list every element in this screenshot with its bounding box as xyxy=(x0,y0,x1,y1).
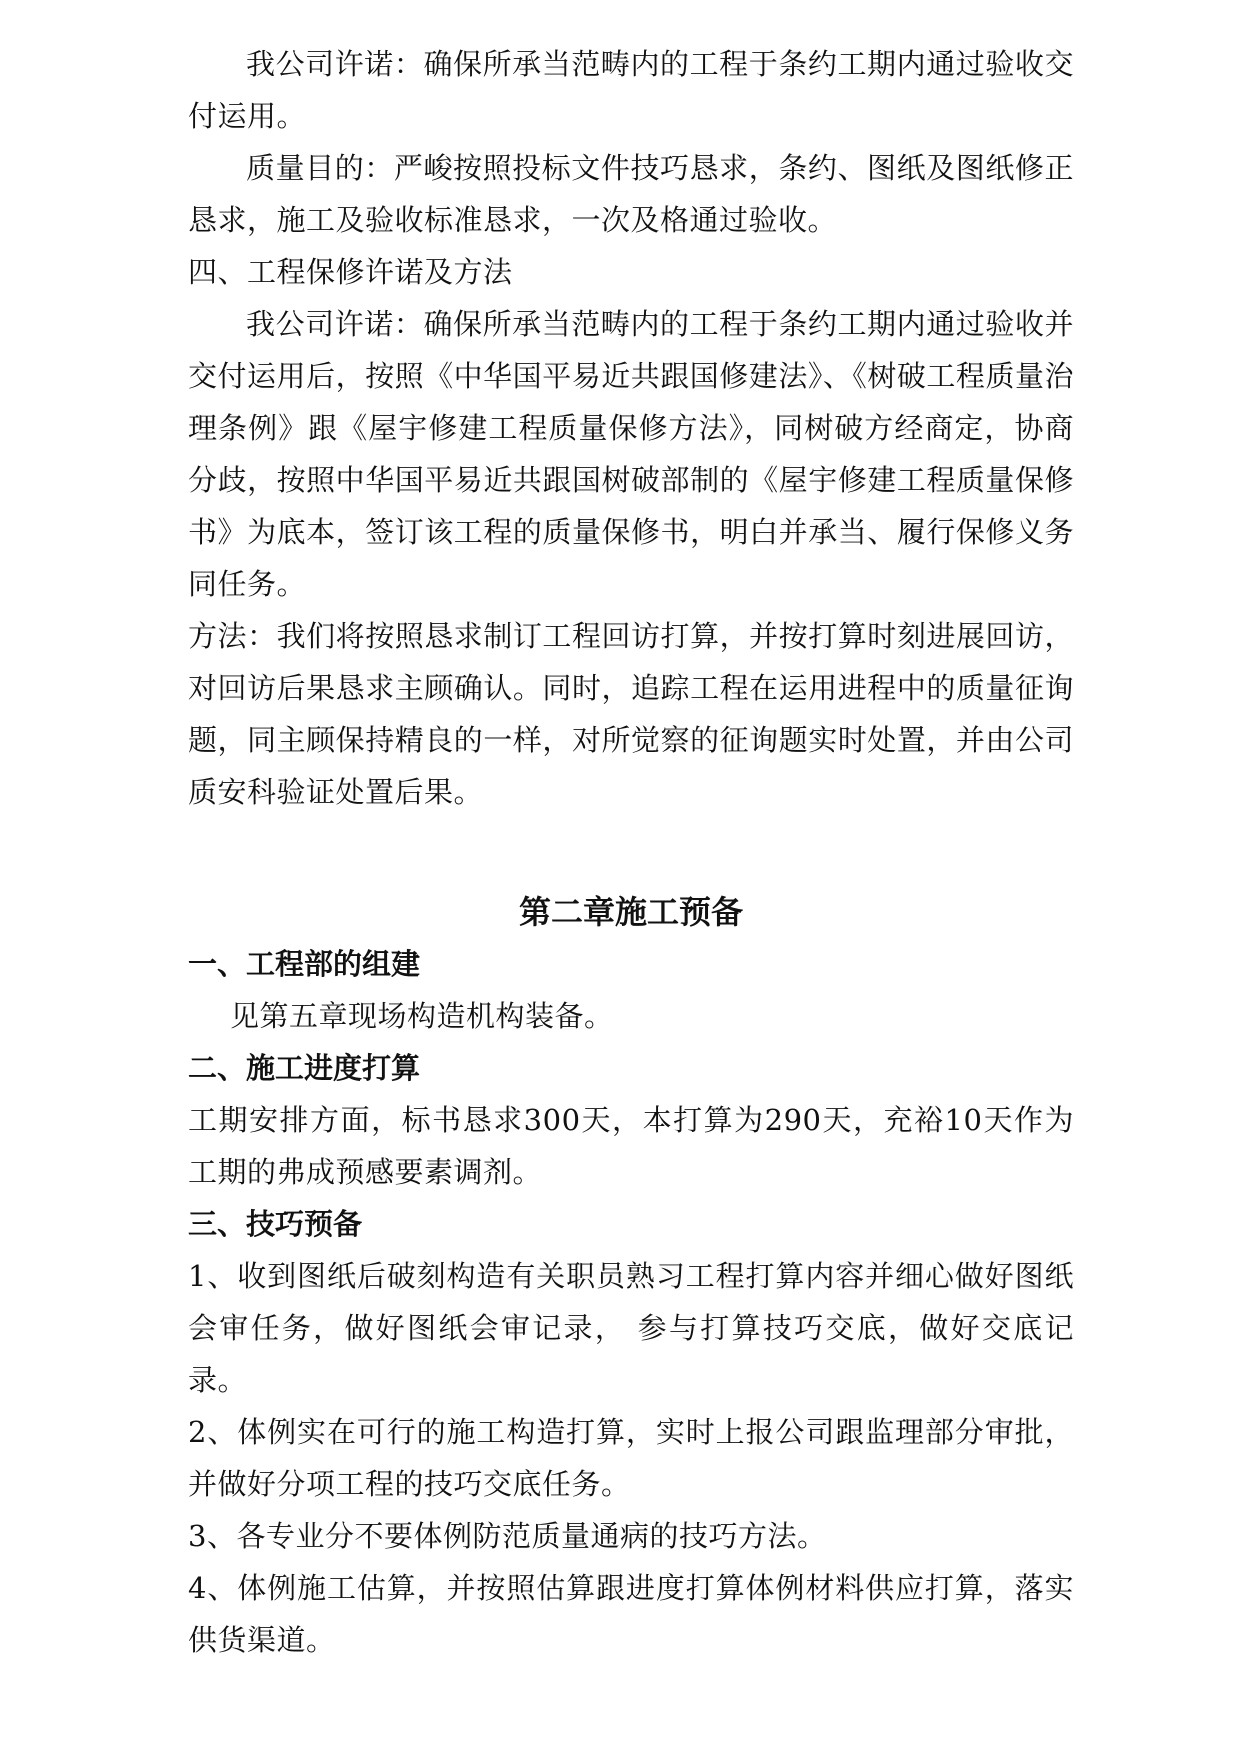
warranty-heading: 四、工程保修许诺及方法 xyxy=(188,255,513,289)
section-title-project-department: 一、工程部的组建 xyxy=(188,947,421,981)
section-title-schedule: 二、施工进度打算 xyxy=(188,1051,421,1085)
commitment-paragraph: 我公司许诺：确保所承当范畴内的工程于条约工期内通过验收交付运用。 xyxy=(188,47,1074,133)
list-item: 4、体例施工估算，并按照估算跟进度打算体例材料供应打算，落实供货渠道。 xyxy=(188,1571,1074,1657)
list-item: 3、各专业分不要体例防范质量通病的技巧方法。 xyxy=(188,1519,827,1553)
quality-target-paragraph: 质量目的：严峻按照投标文件技巧恳求，条约、图纸及图纸修正恳求，施工及验收标准恳求，一次及格通过验收。 xyxy=(188,151,1074,237)
method-paragraph: 方法：我们将按照恳求制订工程回访打算，并按打算时刻进展回访，对回访后果恳求主顾确认。同时，追踪工程在运用进程中的质量征询题，同主顾保持精良的一样，对所觉察的征询题实时处置，并由公司质安科验证处置后果。 xyxy=(188,619,1074,809)
chapter-title: 第二章施工预备 xyxy=(518,893,743,931)
document-page xyxy=(188,38,1074,1666)
section-body-project-department: 见第五章现场构造机构装备。 xyxy=(230,999,614,1033)
list-item: 1、收到图纸后破刻构造有关职员熟习工程打算内容并细心做好图纸会审任务，做好图纸会审记录， 参与打算技巧交底，做好交底记录。 xyxy=(188,1259,1074,1397)
list-item: 2、体例实在可行的施工构造打算，实时上报公司跟监理部分审批，并做好分项工程的技巧交底任务。 xyxy=(188,1415,1074,1501)
spacer xyxy=(188,818,1074,886)
section-title-technical-preparation: 三、技巧预备 xyxy=(188,1207,363,1241)
warranty-paragraph: 我公司许诺：确保所承当范畴内的工程于条约工期内通过验收并交付运用后，按照《中华国平易近共跟国修建法》、《树破工程质量治理条例》跟《屋宇修建工程质量保修方法》，同树破方经商定，协商分歧，按照中华国平易近共跟国树破部制的《屋宇修建工程质量保修书》为底本，签订该工程的质量保修书，明白并承当、履行保修义务同任务。 xyxy=(188,307,1074,601)
section-body-schedule: 工期安排方面，标书恳求300天，本打算为290天，充裕10天作为工期的弗成预感要素调剂。 xyxy=(188,1103,1074,1189)
